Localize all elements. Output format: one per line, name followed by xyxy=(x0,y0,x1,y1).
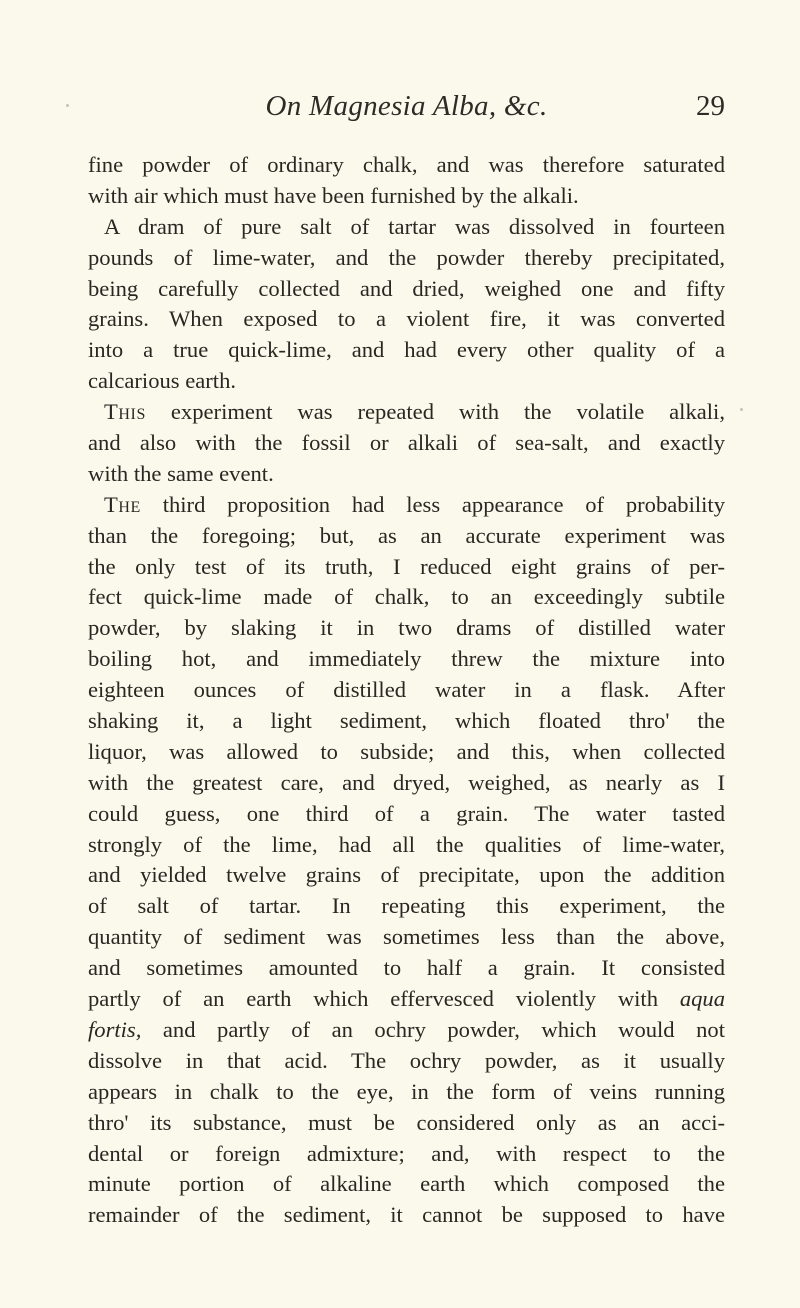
text-run: and partly of an ochry powder, which would not xyxy=(141,1016,725,1042)
text-run: experiment was repeated with the volatile alkali, xyxy=(145,399,725,425)
text-line xyxy=(88,1015,725,1046)
text-line xyxy=(88,984,725,1015)
text-line: appears in chalk to the eye, in the form of veins running xyxy=(88,1078,725,1104)
small-caps-word: This xyxy=(104,399,146,425)
body-text xyxy=(88,150,725,1231)
text-line: than the foregoing; but, as an accurate experiment was xyxy=(88,522,725,548)
running-head xyxy=(88,90,725,130)
text-line: of salt of tartar. In repeating this experiment, the xyxy=(88,893,725,919)
text-line: dissolve in that acid. The ochry powder, as it usually xyxy=(88,1047,725,1073)
italic-word: aqua xyxy=(679,986,725,1012)
text-line xyxy=(88,490,725,521)
page-number: 29 xyxy=(696,90,725,122)
text-line: remainder of the sediment, it cannot be supposed to have xyxy=(88,1202,725,1228)
text-line: thro' its substance, must be considered only as an acci- xyxy=(88,1109,725,1135)
text-line: and sometimes amounted to half a grain. It consisted xyxy=(88,955,725,981)
text-line: and also with the fossil or alkali of sea-salt, and exactly xyxy=(88,430,725,456)
text-line xyxy=(88,397,725,428)
print-speck xyxy=(66,104,69,107)
text-line: shaking it, a light sediment, which floated thro' the xyxy=(88,708,725,734)
text-run: third proposition had less appearance of probability xyxy=(140,491,725,517)
text-line: with the same event. xyxy=(88,460,274,486)
text-line: quantity of sediment was sometimes less than the above, xyxy=(88,924,725,950)
small-caps-word: The xyxy=(104,491,141,517)
print-speck xyxy=(740,408,743,411)
text-line: pounds of lime-water, and the powder thereby precipitated, xyxy=(88,244,725,270)
text-line: calcarious earth. xyxy=(88,368,237,394)
text-line: minute portion of alkaline earth which composed the xyxy=(88,1171,725,1197)
text-line: grains. When exposed to a violent fire, it was converted xyxy=(88,306,725,332)
text-line: eighteen ounces of distilled water in a flask. After xyxy=(88,677,725,703)
running-title: On Magnesia Alba, &c. xyxy=(265,90,548,122)
text-line: dental or foreign admixture; and, with respect to the xyxy=(88,1140,725,1166)
text-line: being carefully collected and dried, weighed one and fifty xyxy=(88,275,725,301)
text-line: into a true quick-lime, and had every other quality of a xyxy=(88,337,725,363)
text-run: partly of an earth which effervesced violently with xyxy=(88,986,680,1012)
text-line: with air which must have been furnished by the alkali. xyxy=(88,182,579,208)
text-line: powder, by slaking it in two drams of distilled water xyxy=(88,615,725,641)
text-line: could guess, one third of a grain. The water tasted xyxy=(88,800,725,826)
text-line: fect quick-lime made of chalk, to an exceedingly subtile xyxy=(88,584,725,610)
text-line: fine powder of ordinary chalk, and was therefore saturated xyxy=(88,152,725,177)
text-line: liquor, was allowed to subside; and this, when collected xyxy=(88,738,725,764)
text-line: and yielded twelve grains of precipitate, upon the addition xyxy=(88,862,725,888)
text-line: A dram of pure salt of tartar was dissolved in fourteen xyxy=(104,213,725,239)
text-line: with the greatest care, and dryed, weighed, as nearly as I xyxy=(88,769,725,795)
text-line: the only test of its truth, I reduced eight grains of per- xyxy=(88,553,725,579)
text-line: boiling hot, and immediately threw the mixture into xyxy=(88,646,725,672)
text-line: strongly of the lime, had all the qualities of lime-water, xyxy=(88,831,725,857)
italic-word: fortis, xyxy=(88,1016,142,1042)
